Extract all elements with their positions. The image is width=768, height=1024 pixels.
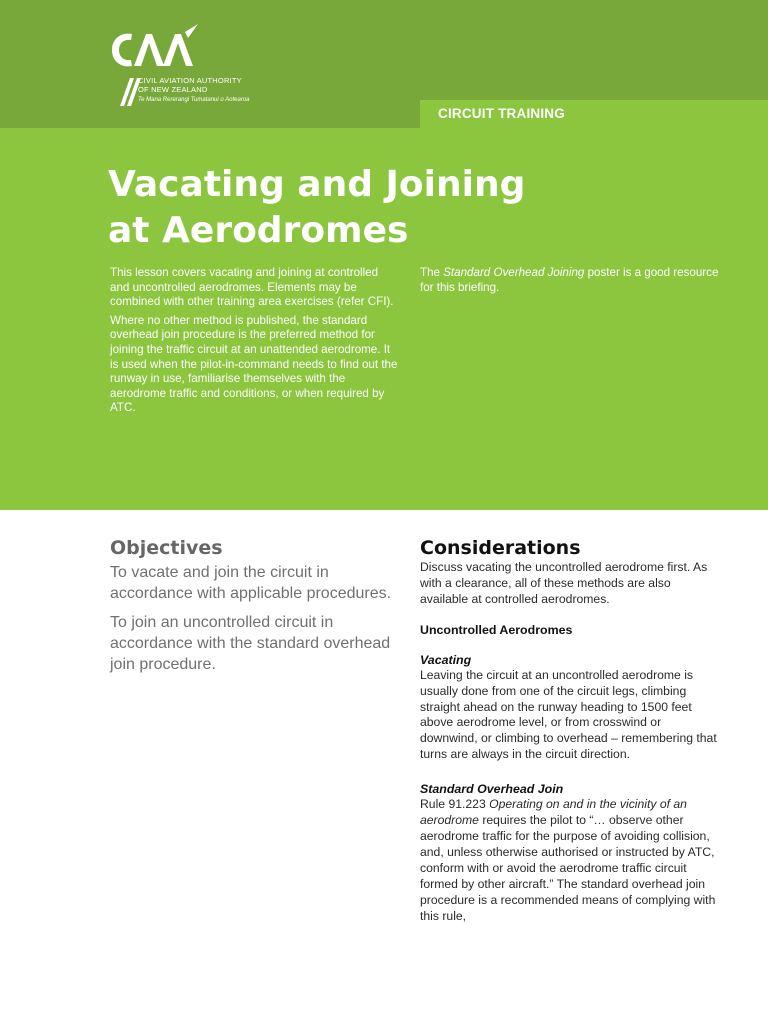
logo-text-line1: CIVIL AVIATION AUTHORITY xyxy=(138,76,242,85)
intro-paragraph-2: Where no other method is published, the standard overhead join procedure is the preferred method for joining the traffic circuit at an unattended aerodrome. It is used when the pilot-in-command needs to find out the runway in use, familiarise themselves with the aerodrome traffic and conditions, or when required by ATC. xyxy=(110,313,398,415)
intro-resource-note xyxy=(420,266,720,295)
rule-description: requires the pilot to “… observe other aerodrome traffic for the purpose of avoiding collision, and, unless otherwise authorised or instructed by ATC, conform with or avoid the aerodrome traffic circuit formed by other aircraft.” The standard overhead join procedure is a recommended means of complying with this rule, xyxy=(420,813,716,923)
considerations-section xyxy=(420,536,720,924)
intro-paragraph-1: This lesson covers vacating and joining at controlled and uncontrolled aerodromes. Elements may be combined with other training area exercises (refer CFI). xyxy=(110,266,394,309)
section-label: CIRCUIT TRAINING xyxy=(438,106,565,121)
title-line-2: at Aerodromes xyxy=(108,210,409,251)
vacating-text: Leaving the circuit at an uncontrolled aerodrome is usually done from one of the circuit legs, climbing straight ahead on the runway heading to 1500 feet above aerodrome level, or from crosswind or downwind, or climbing to overhead – remembering that turns are always in the circuit direction. xyxy=(420,667,717,762)
standard-overhead-join-heading: Standard Overhead Join xyxy=(420,782,564,797)
rule-number: Rule 91.223 xyxy=(420,797,490,812)
logo-text-line2: OF NEW ZEALAND xyxy=(138,85,208,94)
intro-resource-pre: The xyxy=(420,266,444,279)
considerations-heading: Considerations xyxy=(420,537,581,559)
logo-tagline: Te Mana Rererangi Tumatanui o Aotearoa xyxy=(138,97,250,103)
objective-1: To vacate and join the circuit in accordance with applicable procedures. xyxy=(110,564,392,602)
caa-logo xyxy=(108,24,283,110)
considerations-intro: Discuss vacating the uncontrolled aerodrome first. As with a clearance, all of these methods are also available at controlled aerodromes. xyxy=(420,560,708,606)
rule-title: Operating on and in the vicinity of an aerodrome xyxy=(420,797,687,828)
objective-2: To join an uncontrolled circuit in accordance with the standard overhead join procedure. xyxy=(110,614,391,673)
objectives-section xyxy=(110,536,400,683)
page-title xyxy=(108,162,588,254)
intro-resource-post: poster is a good resource for this briefing. xyxy=(420,266,719,294)
title-line-1: Vacating and Joining xyxy=(108,164,526,205)
standard-overhead-join-text xyxy=(420,797,720,924)
intro-left-column xyxy=(110,266,400,420)
objectives-heading: Objectives xyxy=(110,537,223,559)
intro-right-column xyxy=(420,266,720,299)
uncontrolled-aerodromes-heading: Uncontrolled Aerodromes xyxy=(420,622,573,637)
vacating-heading: Vacating xyxy=(420,652,472,667)
poster-title: Standard Overhead Joining xyxy=(443,266,585,279)
